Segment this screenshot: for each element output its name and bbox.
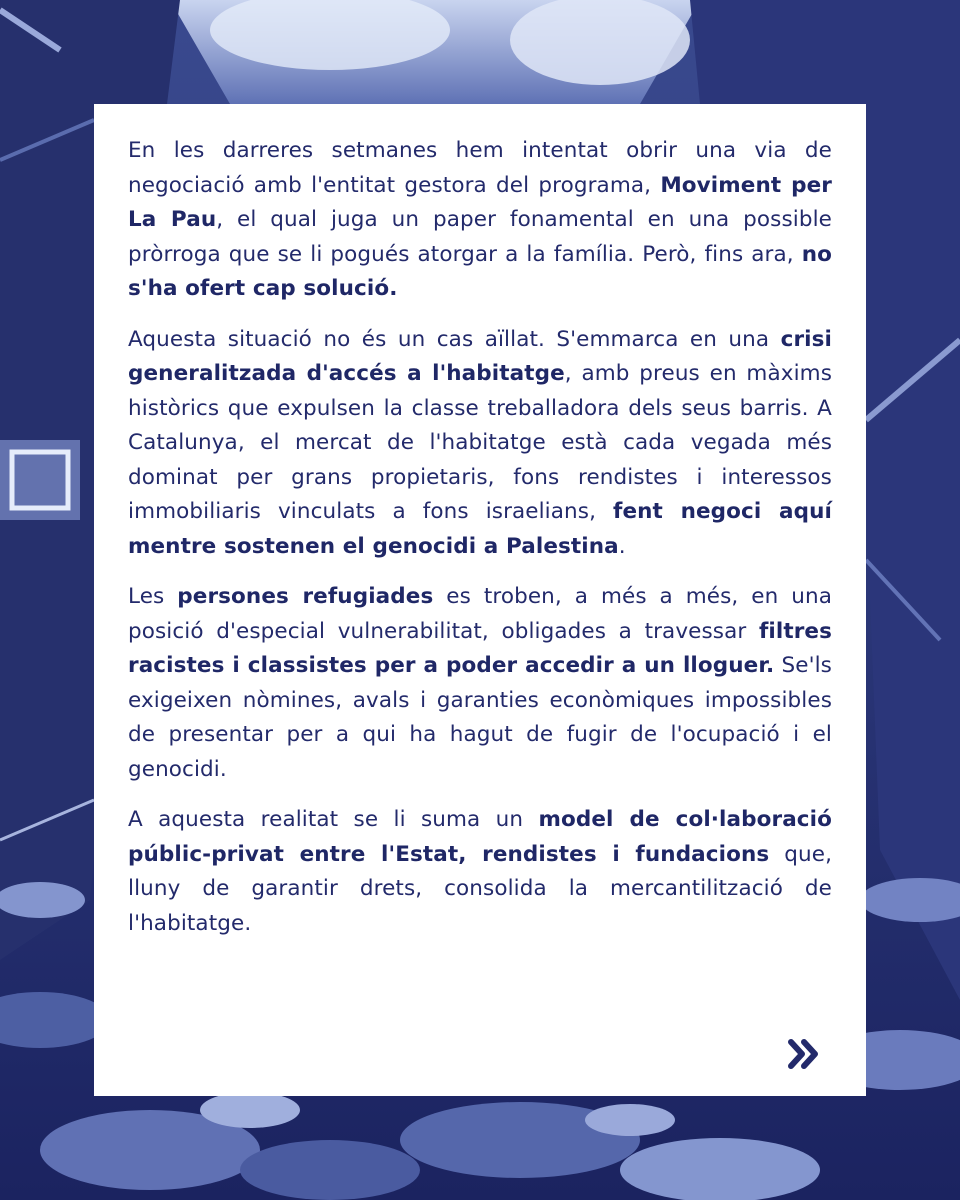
- body-text: , el qual juga un paper fonamental en una possible pròrroga que se li pogués atorgar a la família. Però, fins ara,: [128, 207, 833, 267]
- emphasis-text: fent negoci aquí mentre sostenen el genocidi a Palestina: [128, 499, 832, 559]
- emphasis-text: model de col·laboració públic-privat entre l'Estat, rendistes i fundacions: [128, 807, 832, 867]
- paragraph-1: [128, 134, 832, 307]
- emphasis-text: no s'ha ofert cap solució.: [128, 241, 832, 301]
- text-body: [128, 134, 832, 941]
- paragraph-3: [128, 580, 832, 787]
- body-text: Aquesta situació no és un cas aïllat. S'emmarca en una: [128, 326, 781, 352]
- body-text: En les darreres setmanes hem intentat obrir una via de negociació amb l'entitat gestora del programa,: [128, 138, 832, 198]
- body-text: A aquesta realitat se li suma un: [128, 807, 539, 832]
- text-card: [94, 104, 866, 1096]
- emphasis-text: filtres racistes i classistes per a poder accedir a un lloguer.: [128, 618, 832, 678]
- paragraph-4: [128, 803, 832, 941]
- double-chevron-right-icon[interactable]: [786, 1036, 822, 1072]
- body-text: Se'ls exigeixen nòmines, avals i garanties econòmiques impossibles de presentar per a qui ha hagut de fugir de l'ocupació i el genocidi.: [128, 653, 832, 782]
- body-text: es troben, a més a més, en una posició d'especial vulnerabilitat, obligades a travessar: [128, 584, 832, 644]
- emphasis-text: Moviment per La Pau: [128, 172, 832, 232]
- body-text: que, lluny de garantir drets, consolida la mercantilització de l'habitatge.: [128, 841, 832, 936]
- body-text: , amb preus en màxims històrics que expulsen la classe treballadora dels seus barris. A Catalunya, el mercat de l'habitatge està cada vegada més dominat per grans propietaris, fons rendistes i interessos immobiliaris vinculats a fons israelians,: [128, 361, 832, 524]
- paragraph-2: [128, 323, 832, 565]
- body-text: Les: [128, 584, 178, 609]
- body-text: .: [618, 533, 626, 559]
- emphasis-text: persones refugiades: [177, 584, 434, 609]
- emphasis-text: crisi generalitzada d'accés a l'habitatge: [128, 326, 832, 386]
